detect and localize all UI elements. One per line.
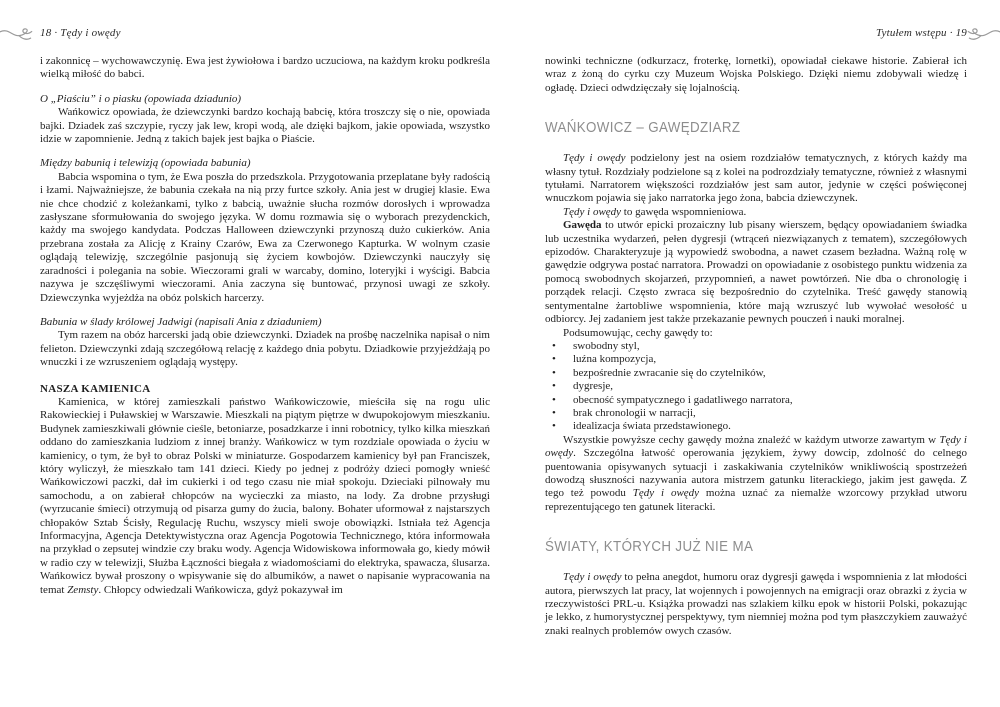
text: Podsumowując, cechy gawędy to: bbox=[563, 326, 713, 339]
text: i zakonnicę – wychowawczynię. Ewa jest żywiołowa i bardzo uczuciowa, na każdym kroku podkreśla wielką miłość do babci. bbox=[40, 55, 490, 81]
text: Wańkowicz opowiada, że dziewczynki bardzo kochają babcię, która troszczy się o nie, opowiada bajki. Dziadek zaś szczypie, ryczy jak lew, kropi wodą, ale dzięki bajkom, jakie opowiada, wszystko idzie w zapomnienie. Jedną z takich bajek jest bajka o Piaście. bbox=[40, 106, 490, 146]
running-header-left: 18 · Tędy i owędy bbox=[40, 27, 121, 39]
text: to pełna anegdot, humoru oraz dygresji gawęda i wspomnienia z lat młodości autora, pierwszych lat pracy, lat wojennych i powojennych na emigracji oraz obrazki z życia w rzeczywistości PRL-u. Książka prowadzi nas szlakiem kilku epok w historii Polski, pokazując je lekko, z humorystycznej perspektywy, tym niemniej można pod tym płaszczykiem zauważyć znaki realnych problemów owych czasów. bbox=[545, 571, 968, 637]
section-heading bbox=[545, 539, 933, 555]
text: Tym razem na obóz harcerski jadą obie dziewczynki. Dziadek na prośbę naczelnika napisał o nim felieton. Dziewczynki zdają szczegółową relację z każdego dnia pobytu. Dziadkowie przyjeżdżają po wnuczki i ze wzruszeniem oglądają występy. bbox=[40, 329, 490, 369]
paragraph bbox=[545, 219, 967, 326]
paragraph bbox=[40, 106, 490, 146]
italic-text: Zemsty bbox=[67, 583, 99, 596]
italic-text: Tędy i owędy bbox=[632, 487, 700, 500]
paragraph bbox=[545, 152, 967, 206]
right-page-text-column bbox=[545, 55, 967, 638]
text: O „Piaściu” i o piasku (opowiada dziadunio) bbox=[40, 92, 242, 105]
text: . Szczególna łatwość operowania językiem, żywy dowcip, zdolność do celnego puentowania opisywanych sytuacji i zaskakiwania czytelników wnikliwością spostrzeżeń dowodzą słuszności nazywania autora mistrzem gatunku literackiego, jakim jest gawęda. Z tego też powodu bbox=[545, 447, 967, 500]
text: to utwór epicki prozaiczny lub pisany wierszem, będący opowiadaniem świadka lub uczestnika wydarzeń, pełen dygresji (wtrąceń niezwiązanych z tematem), szczegółowych epizodów. Charakteryzuje ją wypowiedź swobodna, a nawet czasem bezładna. Ważną rolę w gawędzie odgrywa postać narratora. Prowadzi on opowiadanie z osobistego punktu widzenia za pomocą swobodnych skojarzeń, przypomnień, a nawet powtórzeń. Nie dba o chronologię i porządek relacji. Często zwraca się bezpośrednio do czytelnika. Treść gawędy stanowią sentymentalne żartobliwe wspomnienia, które mają wzruszyć lub wywołać wesołość u odbiorcy. Jej zadaniem jest także przekazanie pewnych pouczeń i nauki moralnej. bbox=[545, 219, 967, 326]
italic-text: Tędy i owędy bbox=[545, 433, 967, 460]
text: można uznać za niemalże wzorcowy przykład utworu reprezentującego ten gatunek literacki. bbox=[545, 487, 967, 513]
text: nowinki techniczne (odkurzacz, froterkę, lornetki), opowiadał ciekawe historie. Zabierał ich wraz z żoną do cyrku czy Muzeum Wojska Polskiego. Dzięki niemu zdobywali wiedzę i ogładę. Dzieci odwdzięczały się lojalnością. bbox=[545, 55, 967, 94]
paragraph bbox=[545, 434, 967, 514]
italic-text: Tędy i owędy bbox=[563, 152, 626, 165]
italic-subheading bbox=[40, 316, 490, 329]
bullet-list bbox=[545, 340, 967, 434]
text: Babunia w ślady królowej Jadwigi (napisali Ania z dziaduniem) bbox=[40, 315, 322, 328]
bullet-item: • obecność sympatycznego i gadatliwego narratora, bbox=[545, 394, 967, 407]
paragraph bbox=[545, 55, 967, 95]
chapter-heading bbox=[40, 383, 490, 396]
italic-text: Tędy i owędy bbox=[563, 205, 622, 218]
running-header-right: Tytułem wstępu · 19 bbox=[876, 27, 967, 39]
left-page-text-column bbox=[40, 55, 490, 597]
paragraph bbox=[40, 55, 490, 82]
paragraph bbox=[40, 396, 490, 597]
bullet-item: • swobodny styl, bbox=[545, 340, 967, 353]
text: ŚWIATY, KTÓRYCH JUŻ NIE MA bbox=[545, 539, 754, 556]
italic-subheading bbox=[40, 157, 490, 170]
bullet-item: • brak chronologii w narracji, bbox=[545, 407, 967, 420]
italic-subheading bbox=[40, 93, 490, 106]
text: to gawęda wspomnieniowa. bbox=[621, 205, 747, 218]
italic-text: Tędy i owędy bbox=[563, 571, 622, 584]
text: . Chłopcy odwiedzali Wańkowicza, gdyż pokazywał im bbox=[98, 583, 343, 596]
swirl-flourish-icon bbox=[962, 22, 1000, 53]
paragraph bbox=[40, 329, 490, 369]
paragraph bbox=[545, 327, 967, 340]
text: Wszystkie powyższe cechy gawędy można znaleźć w każdym utworze zawartym w bbox=[563, 433, 940, 446]
paragraph bbox=[545, 571, 967, 638]
bold-text: Gawęda bbox=[563, 219, 602, 232]
bullet-item: • dygresje, bbox=[545, 380, 967, 393]
paragraph bbox=[40, 171, 490, 305]
bullet-item: • luźna kompozycja, bbox=[545, 353, 967, 366]
bullet-item: • bezpośrednie zwracanie się do czytelników, bbox=[545, 367, 967, 380]
text: podzielony jest na osiem rozdziałów tematycznych, z których każdy ma własny tytuł. Rozdziały podzielone są z kolei na podrozdziały tematyczne, również z własnymi tytułami. Narratorem większości rozdziałów jest sam autor, jedynie w części poświęconej wnuczkom pojawia się jako narratorka jego żona, babcia dziewczynek. bbox=[545, 152, 967, 205]
swirl-flourish-icon bbox=[0, 22, 38, 53]
text: Babcia wspomina o tym, że Ewa poszła do przedszkola. Przygotowania przeplatane były radością i łzami. Najważniejsze, że babunia czekała na nią przy furtce szkoły. Ania jest w drugiej klasie. Ewa nie chce chodzić z koleżankami, tylko z babcią, uważnie słucha rozmów dorosłych i wprowadza zasłyszane sformułowania do swojego języka. W domu rozmawia się o wyborach prezydenckich, każdy ma swojego kandydata. Podczas Halloween dziewczynki przynoszą dużo cukierków. Ania przebrana została za Alicję z Krainy Czarów, Ewa za Czerwonego Kapturka. W wolnym czasie oglądają telewizję, szczególnie pasjonują się życiem kowbojów. Dziewczynki nauczyły się zaradności i polegania na sobie. Wieczorami grali w warcaby, domino, loteryjki i wyścigi. Babcia nazywa je szczęśliwymi wieczorami. Ania zaczyna się buntować, przynosi uwagi ze szkoły. Dziewczynka wyjeżdża na obóz polskich harcerzy. bbox=[40, 170, 490, 304]
text: NASZA KAMIENICA bbox=[40, 382, 151, 395]
text: WAŃKOWICZ – GAWĘDZIARZ bbox=[545, 120, 741, 137]
section-heading bbox=[545, 120, 933, 136]
text: Kamienica, w której zamieszkali państwo Wańkowiczowie, mieściła się na rogu ulic Rakowieckiej i Puławskiej w Warszawie. Mieszkali na piątym piętrze w dwupokojowym mieszkaniu. Budynek zamieszkiwali głównie cieśle, betoniarze, posadzkarze i inni robotnicy, tylko kilka mieszkań oddano do zamieszkania ludziom z innej branży. Wańkowicz w tym rozdziale opowiada o życiu w kamienicy, o tym, że był to obraz Polski w miniaturze. Gospodarzem kamienicy był pan Franciszek, który wyliczył, że mieszkało tam 141 dzieci. Kiedy po jednej z podróży dzieci pomogły wnieść Wańkowiczowi paczki, dał im cukierki i od tego czasu nie miał spokoju. Dzieciaki pilnowały mu samochodu, a on zabierał chłopców na wycieczki za miasto, na lody. Za drobne przysługi (wyrzucanie śmieci) otrzymują od pisarza gumy do żucia, balony. Bohater uformował z najstarszych chłopaków Sztab Ścisły, Regulację Ruchu, wszyscy mieli swoje obowiązki. Istniała też Agencja Informacyjna, Agencja Detektywistyczna oraz Agencja Pogotowia Technicznego, która informowała na przykład o zepsutej windzie czy braku wody. Agencja Widowiskowa informowała go, kiedy mówił w radio czy w telewizji, Służba Łączności biegała z wiadomościami do elektryka, spawacza, ślusarza. Wańkowicz bywał proszony o wpisywanie się do albumików, a nawet o napisanie wypracowania na temat bbox=[40, 395, 490, 596]
bullet-item: • idealizacja świata przedstawionego. bbox=[545, 420, 967, 433]
text: Między babunią i telewizją (opowiada babunia) bbox=[40, 157, 251, 170]
paragraph bbox=[545, 206, 967, 219]
